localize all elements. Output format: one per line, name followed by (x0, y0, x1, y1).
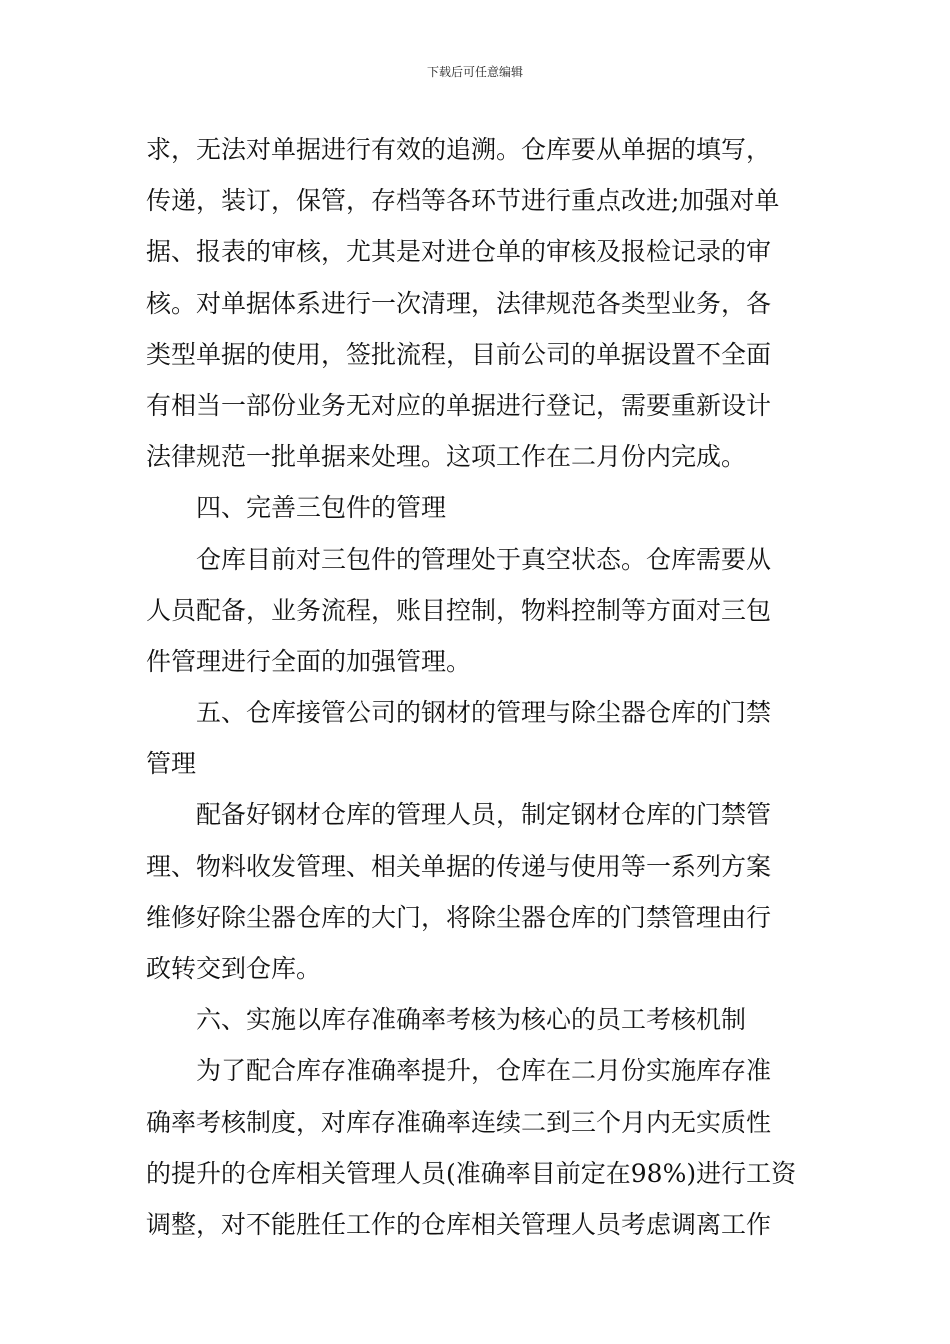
text-line: 确率考核制度，对库存准确率连续二到三个月内无实质性 (146, 1107, 772, 1137)
text-line: 求，无法对单据进行有效的追溯。仓库要从单据的填写， (146, 135, 772, 164)
text-line: 人员配备，业务流程，账目控制，物料控制等方面对三包 (146, 595, 772, 625)
text-line: 的提升的仓库相关管理人员(准确率目前定在98%)进行工资 (146, 1158, 797, 1188)
text-line: 政转交到仓库。 (146, 954, 322, 983)
text-line: 理、物料收发管理、相关单据的传递与使用等一系列方案 (146, 851, 772, 881)
text-line: 据、报表的审核，尤其是对进仓单的审核及报检记录的审 (146, 237, 772, 267)
section-heading: 六、实施以库存准确率考核为核心的员工考核机制 (196, 1005, 747, 1035)
section-heading-continued: 管理 (146, 749, 197, 779)
text-line: 类型单据的使用，签批流程，目前公司的单据设置不全面 (146, 339, 772, 369)
text-line: 件管理进行全面的加强管理。 (146, 646, 472, 676)
text-line: 配备好钢材仓库的管理人员，制定钢材仓库的门禁管 (196, 800, 772, 830)
document-body (146, 124, 806, 1250)
text-line: 为了配合库存准确率提升，仓库在二月份实施库存准 (196, 1056, 772, 1086)
section-heading: 五、仓库接管公司的钢材的管理与除尘器仓库的门禁 (196, 698, 772, 728)
text-line: 维修好除尘器仓库的大门，将除尘器仓库的门禁管理由行 (146, 902, 772, 932)
section-heading: 四、完善三包件的管理 (196, 493, 447, 523)
page-header: 下载后可任意编辑 (426, 65, 523, 79)
text-line: 有相当一部份业务无对应的单据进行登记，需要重新设计 (146, 390, 772, 420)
text-line: 调整，对不能胜任工作的仓库相关管理人员考虑调离工作 (146, 1209, 772, 1239)
text-line: 核。对单据体系进行一次清理，法律规范各类型业务，各 (146, 288, 772, 318)
text-line: 法律规范一批单据来处理。这项工作在二月份内完成。 (146, 442, 747, 472)
text-line: 传递，装订，保管，存档等各环节进行重点改进;加强对单 (146, 186, 780, 216)
text-line: 仓库目前对三包件的管理处于真空状态。仓库需要从 (196, 544, 772, 574)
